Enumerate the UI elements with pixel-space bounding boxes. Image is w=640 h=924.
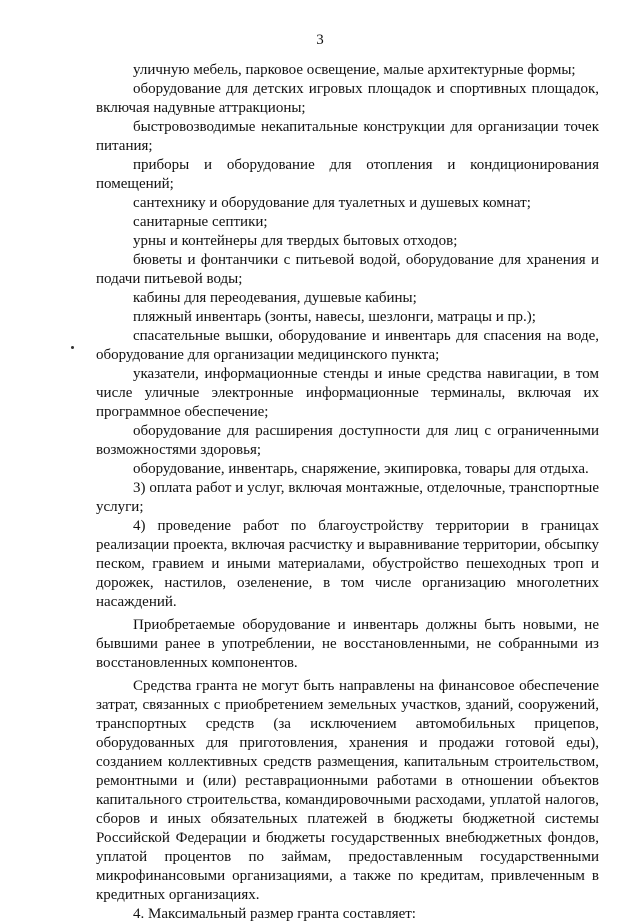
paragraph: спасательные вышки, оборудование и инвентарь для спасения на воде, оборудование для организации медицинского пункта; (96, 328, 599, 363)
paragraph: 4) проведение работ по благоустройству территории в границах реализации проекта, включая расчистку и выравнивание территории, обсыпку песком, гравием и иными материалами, обустройство пешеходных троп и дорожек, настилов, озеленение, в том числе организацию многолетних насаждений. (96, 518, 599, 610)
margin-dot (71, 346, 74, 349)
paragraph: урны и контейнеры для твердых бытовых отходов; (133, 233, 458, 249)
page-number: 3 (316, 32, 324, 48)
paragraph: 4. Максимальный размер гранта составляет: (133, 906, 416, 922)
paragraph: сантехнику и оборудование для туалетных и душевых комнат; (133, 195, 531, 211)
paragraph: бюветы и фонтанчики с питьевой водой, оборудование для хранения и подачи питьевой воды; (96, 252, 599, 287)
paragraph: кабины для переодевания, душевые кабины; (133, 290, 417, 306)
paragraph: Средства гранта не могут быть направлены на финансовое обеспечение затрат, связанных с приобретением земельных участков, зданий, сооружений, транспортных средств (за исключением автомобильных прицепов, оборудованных для приготовления, хранения и продажи готовой еды), созданием коллективных средств размещения, капитальным строительством, ремонтными и (или) реставрационными работами в отношении объектов капитального строительства, командировочными расходами, уплатой налогов, сборов и иных обязательных платежей в бюджеты бюджетной системы Российской Федерации и бюджеты государственных внебюджетных фондов, уплатой процентов по займам, предоставленным государственными микрофинансовыми организациями, а также по кредитам, привлеченным в кредитных организациях. (96, 678, 599, 903)
document-body (96, 61, 599, 924)
paragraph: Приобретаемые оборудование и инвентарь должны быть новыми, не бывшими ранее в употреблении, не восстановленными, не собранными из восстановленных компонентов. (96, 617, 599, 671)
paragraph: оборудование для детских игровых площадок и спортивных площадок, включая надувные аттракционы; (96, 81, 599, 116)
paragraph: пляжный инвентарь (зонты, навесы, шезлонги, матрацы и пр.); (133, 309, 536, 325)
paragraph: оборудование для расширения доступности для лиц с ограниченными возможностями здоровья; (96, 423, 599, 458)
paragraph: санитарные септики; (133, 214, 268, 230)
paragraph: быстровозводимые некапитальные конструкции для организации точек питания; (96, 119, 599, 154)
paragraph: приборы и оборудование для отопления и кондиционирования помещений; (96, 157, 599, 192)
paragraph: оборудование, инвентарь, снаряжение, экипировка, товары для отдыха. (133, 461, 589, 477)
paragraph: уличную мебель, парковое освещение, малые архитектурные формы; (133, 62, 576, 78)
paragraph: 3) оплата работ и услуг, включая монтажные, отделочные, транспортные услуги; (96, 480, 599, 515)
paragraph: указатели, информационные стенды и иные средства навигации, в том числе уличные электронные информационные терминалы, включая их программное обеспечение; (96, 366, 599, 420)
